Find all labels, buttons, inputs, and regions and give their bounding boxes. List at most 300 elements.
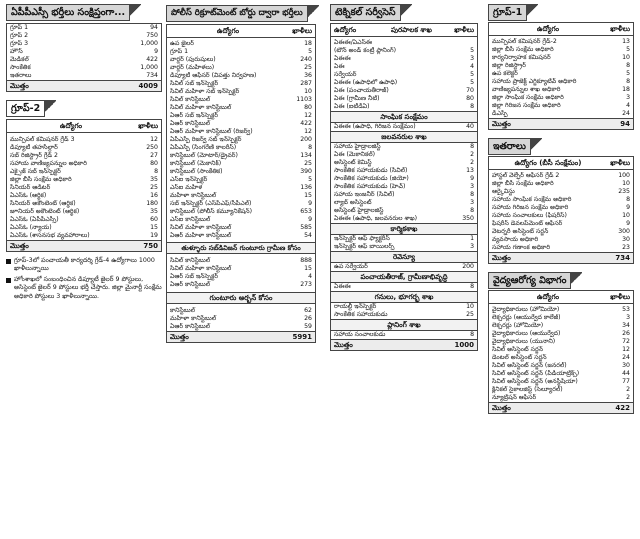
column-header-vacancies: ఖాళీలు (138, 122, 158, 130)
row-vacancy-count: 4 (308, 273, 312, 280)
row-post-name: ఏఈ (334, 63, 345, 70)
row-post-name: ఏఈ (ఐటీడీఏ) (334, 103, 370, 110)
row-post-name: సీనియర్ అకౌంటెంట్ (ఆర్థిక) (10, 200, 76, 207)
row-vacancy-count: 8 (470, 331, 474, 338)
row-post-name: కానిస్టేబుల్ (170, 307, 196, 314)
row-vacancy-count: 250 (146, 144, 158, 151)
row-post-name: జిల్లా గిరిజన సంక్షేమ అధికారి (492, 102, 561, 109)
row-vacancy-count: 26 (304, 315, 312, 322)
table-row (167, 80, 315, 88)
table-row (331, 103, 477, 111)
row-post-name: సివిల్ మహిళా కానిస్టేబుల్ (170, 104, 232, 111)
note-2 (6, 276, 162, 301)
row-post-name: వాణిజ్యపన్నుల శాఖ అధికారి (492, 86, 561, 93)
technical-header: టెక్నికల్ సర్వీసెస్ (330, 4, 401, 21)
total-label: మొత్తం (492, 404, 511, 412)
total-label: మొత్తం (334, 341, 353, 349)
summary-total-row (7, 80, 161, 91)
row-vacancy-count: 23 (622, 244, 630, 251)
row-vacancy-count: 44 (622, 370, 630, 377)
table-row (489, 86, 633, 94)
table-row (331, 79, 477, 87)
table-row (167, 72, 315, 80)
subsection-tulluru: తుళ్ళూరు సబ్‌డివిజన్ గుంటూరు గ్రామీణ కోసం (167, 242, 315, 254)
row-vacancy-count: 3 (470, 183, 474, 190)
bullet-square-icon (6, 259, 11, 264)
row-post-name: డెంటల్ అసిస్టెంట్ సర్జన్ (492, 354, 547, 361)
table-row (331, 183, 477, 191)
row-vacancy-count: 13 (622, 38, 630, 45)
table-row (489, 196, 633, 204)
row-vacancy-count: 94 (150, 24, 158, 31)
subsection-labour: కార్మికశాఖ (331, 223, 477, 235)
row-post-name: ఏఈ (మెకానికల్) (334, 151, 376, 158)
row-post-name: లెక్చరర్లు (హోమియో) (492, 322, 544, 329)
row-post-name: సహాయ హైడ్రాలజిస్ట్ (334, 143, 381, 150)
row-vacancy-count: 30 (622, 236, 630, 243)
row-post-name: జిల్లా బీసీ సంక్షేమ అధికారి (492, 46, 554, 53)
group2-table (6, 119, 162, 252)
row-post-name: ఎస్‌ఐ మహిళ (170, 184, 203, 191)
row-post-name: ఏఈఈ (334, 55, 351, 62)
row-vacancy-count: 200 (462, 263, 474, 270)
table-row (7, 64, 161, 72)
table-row (167, 281, 315, 289)
row-post-name: కార్యనిర్వాహక కమిషనర్ (492, 54, 551, 61)
row-post-name: సబ్ ఇన్‌స్పెక్టర్ (ఎస్‌పీఎఫ్/సీపీఎల్) (170, 200, 252, 207)
row-post-name: వార్డర్ (మహిళలు) (170, 64, 215, 71)
row-vacancy-count (448, 39, 474, 47)
row-post-name: ఏఈఈ/ఏఎస్ఈ (334, 39, 373, 46)
column-header-post: ఉద్యోగం (536, 293, 560, 301)
note-1 (6, 257, 162, 274)
total-value: 734 (615, 254, 630, 262)
group2-table-header (7, 120, 161, 133)
row-vacancy-count: 13 (466, 167, 474, 174)
table-row (7, 72, 161, 80)
column-police (166, 0, 316, 343)
row-post-name: అసిస్టెంట్ కెమిస్ట్ (334, 159, 372, 166)
row-post-name: సాంకేతిక సహాయకుడు (334, 311, 388, 318)
row-post-name: ఏపీఎస్పీ రిజర్వ్ సబ్ ఇన్‌స్పెక్టర్ (170, 136, 242, 143)
table-row (489, 62, 633, 70)
table-row (489, 394, 633, 402)
table-row (167, 273, 315, 281)
subsection-planning: ప్లానింగ్ శాఖ (331, 319, 477, 331)
row-vacancy-count: 35 (150, 176, 158, 183)
table-row (167, 168, 315, 176)
row-vacancy-count: 750 (146, 32, 158, 39)
row-post-name: ఏఆర్ మహిళా కానిస్టేబుల్ (రిజర్వ్) (170, 128, 253, 135)
column-header-vacancies: ఖాళీలు (610, 159, 630, 167)
table-row (489, 70, 633, 78)
bullet-square-icon (6, 278, 11, 283)
row-vacancy-count: 10 (304, 88, 312, 95)
row-vacancy-count: 24 (622, 110, 630, 117)
row-vacancy-count: 390 (300, 168, 312, 175)
table-row (489, 228, 633, 236)
row-post-name: లెక్చరర్లు (ఆయుర్వేద కాలేజీ) (492, 314, 561, 321)
row-vacancy-count: 15 (150, 224, 158, 231)
row-vacancy-count: 5 (470, 47, 474, 54)
column-header-post: ఉద్యోగం (216, 27, 240, 35)
row-vacancy-count: 54 (304, 232, 312, 239)
table-row (167, 160, 315, 168)
table-row (489, 172, 633, 180)
table-row (489, 338, 633, 346)
table-row (331, 95, 477, 103)
table-row (331, 175, 477, 183)
table-row (331, 235, 477, 243)
table-row (167, 48, 315, 56)
row-post-name: వైద్యాధికారులు (ఆయుర్వేద) (492, 330, 561, 337)
subsection-mines: గనులు, భూగర్భ శాఖ (331, 291, 477, 303)
row-vacancy-count: 9 (626, 220, 630, 227)
table-row (489, 46, 633, 54)
row-post-name: ఏఈఈ (ఉపాధి, గిరిజన సంక్షేమం) (334, 123, 416, 130)
group2-total-row (7, 240, 161, 251)
row-post-name: సివిల్ మహిళా సబ్ ఇన్‌స్పెక్టర్ (170, 88, 240, 95)
row-vacancy-count: 18 (622, 86, 630, 93)
row-post-name: జిల్లా బీసీ సంక్షేమ అధికారి (10, 176, 72, 183)
police-header: పోలీస్ రిక్రూట్‌మెంట్ బోర్డు ద్వారా భర్తీలు (166, 5, 308, 22)
row-post-name: సాంకేతిక సహాయకుడు (హెచ్) (334, 183, 406, 190)
row-vacancy-count: 77 (622, 378, 630, 385)
table-row (489, 322, 633, 330)
row-post-name: సివిల్ మహిళా కానిస్టేబుల్ (170, 265, 232, 272)
row-vacancy-count: 12 (622, 346, 630, 353)
table-row (331, 303, 477, 311)
table-row (167, 128, 315, 136)
table-row (167, 96, 315, 104)
row-vacancy-count: 9 (308, 200, 312, 207)
table-row (7, 56, 161, 64)
table-row (331, 191, 477, 199)
total-value: 94 (620, 120, 630, 128)
table-row (167, 120, 315, 128)
row-vacancy-count: 8 (470, 191, 474, 198)
table-row (167, 200, 315, 208)
row-post-name: సివిల్ సబ్ ఇన్‌స్పెక్టర్ (170, 80, 219, 87)
row-vacancy-count: 72 (622, 338, 630, 345)
others-table-header (489, 157, 633, 170)
row-post-name: సహాయ వాణిజ్యపన్నుల అధికారి (10, 160, 87, 167)
row-post-name: కానిస్టేబుల్ (మోటార్/డ్రైవర్) (170, 152, 238, 159)
note-text: గ్రూప్-3లో పంచాయతీ కార్యదర్శి గ్రేడ్-4 ఉద్యోగాలు 1000 ఖాళీలున్నాయి (14, 257, 155, 273)
row-vacancy-count: 26 (622, 330, 630, 337)
table-row (7, 24, 161, 32)
subsection-revenue: రెవెన్యూ (331, 251, 477, 263)
row-post-name: సహాయ సంచాలకులు (ఫిషరీస్) (492, 212, 567, 219)
table-row (7, 40, 161, 48)
table-row (167, 56, 315, 64)
row-vacancy-count: 287 (300, 80, 312, 87)
medical-table (488, 290, 634, 414)
row-vacancy-count: 30 (622, 362, 630, 369)
table-row (7, 48, 161, 56)
row-post-name: ఇతరాలు (10, 72, 32, 79)
row-vacancy-count: 5 (308, 176, 312, 183)
row-post-name: ఇన్‌స్పెక్టర్ ఆఫ్ ఫ్యాక్టరీస్ (334, 235, 390, 242)
row-post-name: సాంకేతిక సహాయకుడు (సివిల్) (334, 167, 408, 174)
row-post-name: ఇన్‌స్పెక్టర్ ఆఫ్ బాయిలర్స్ (334, 243, 395, 250)
row-vacancy-count: 1,000 (140, 64, 158, 71)
police-table-header (167, 25, 315, 38)
row-post-name: సహాయ సాంఘిక సంక్షేమ అధికారి (492, 196, 572, 203)
column-header-vacancies: ఖాళీలు (610, 25, 630, 33)
row-post-name: ఏఆర్ సబ్ ఇన్‌స్పెక్టర్ (170, 273, 219, 280)
total-label: మొత్తం (492, 120, 511, 128)
row-post-name: గ్రూప్ 3 (10, 40, 29, 47)
group1-table (488, 22, 634, 130)
group1-total-row (489, 118, 633, 129)
total-label: మొత్తం (10, 82, 29, 90)
row-vacancy-count: 8 (626, 196, 630, 203)
table-row (489, 330, 633, 338)
police-total-row (167, 331, 315, 342)
technical-total-row (331, 339, 477, 350)
column-header-vacancies: ఖాళీలు (454, 26, 474, 34)
table-row (489, 204, 633, 212)
row-vacancy-count: 2 (626, 386, 630, 393)
table-row (167, 88, 315, 96)
table-row (331, 71, 477, 79)
column-summary (6, 0, 162, 301)
table-row (331, 243, 477, 251)
row-post-name: మెడికల్ (10, 56, 29, 63)
row-vacancy-count: 25 (304, 64, 312, 71)
total-label: మొత్తం (492, 254, 511, 262)
row-vacancy-count: 19 (150, 232, 158, 239)
total-label: మొత్తం (10, 242, 29, 250)
table-row (167, 208, 315, 216)
row-post-name: సివిల్ అసిస్టెంట్ సర్జన్ (జనరల్) (492, 362, 567, 369)
row-vacancy-count: 8 (470, 103, 474, 110)
row-vacancy-count: 15 (304, 265, 312, 272)
table-row (489, 188, 633, 196)
row-vacancy-count: 25 (150, 184, 158, 191)
table-row (331, 167, 477, 175)
row-vacancy-count: 35 (150, 208, 158, 215)
table-row (489, 244, 633, 252)
row-vacancy-count: 70 (466, 87, 474, 94)
row-post-name: రాయల్టీ ఇన్‌స్పెక్టర్ (334, 303, 377, 310)
row-vacancy-count: 300 (618, 228, 630, 235)
table-row (7, 232, 161, 240)
row-post-name: ఫిషరీస్ డెవలప్‌మెంట్ ఆఫీసర్ (492, 220, 563, 227)
row-post-name: ఏఆర్ సబ్ ఇన్‌స్పెక్టర్ (170, 112, 219, 119)
row-vacancy-count: 24 (622, 354, 630, 361)
row-vacancy-count: 1 (470, 235, 474, 242)
row-post-name: సబ్ రిజిస్ట్రార్ గ్రేడ్ 2 (10, 152, 58, 159)
table-row (331, 263, 477, 271)
table-row (489, 306, 633, 314)
row-post-name: గ్రూప్ 2 (10, 32, 29, 39)
row-post-name: డీఎస్పీ (492, 110, 508, 117)
row-vacancy-count: 1,000 (140, 40, 158, 47)
column-header-post: ఉద్యోగం (బీసీ సంక్షేమం) (514, 159, 582, 167)
row-post-name: ఏఈఈ (334, 283, 351, 290)
row-vacancy-count: 200 (300, 136, 312, 143)
row-post-name: ఏఈఈ (ఉపాధి, జలవనరుల శాఖ) (334, 215, 418, 222)
row-vacancy-count: 16 (150, 192, 158, 199)
table-row (167, 224, 315, 232)
table-row (489, 110, 633, 118)
row-post-name: జూనియర్ అకౌంటెంట్ (ఆర్థిక) (10, 208, 80, 215)
column-header-vacancies: ఖాళీలు (610, 293, 630, 301)
table-row (331, 215, 477, 223)
group1-table-header (489, 23, 633, 36)
table-row (489, 386, 633, 394)
table-row (7, 136, 161, 144)
row-vacancy-count: 350 (462, 215, 474, 222)
table-row (331, 311, 477, 319)
column-header-dept: పురపాలక శాఖ (391, 26, 432, 34)
table-row (7, 144, 161, 152)
row-post-name: ఏఆర్ కానిస్టేబుల్ (170, 120, 211, 127)
row-vacancy-count: 8 (154, 168, 158, 175)
table-row (331, 63, 477, 71)
row-vacancy-count: 422 (146, 56, 158, 63)
table-row (167, 257, 315, 265)
row-post-name: గ్రూప్ 1 (170, 48, 189, 55)
row-vacancy-count: 9 (154, 48, 158, 55)
table-row (7, 160, 161, 168)
row-vacancy-count: 3 (470, 199, 474, 206)
row-vacancy-count: 9 (626, 204, 630, 211)
row-vacancy-count: 12 (304, 128, 312, 135)
table-row (7, 224, 161, 232)
row-post-name: ఉప కలెక్టర్ (492, 70, 518, 77)
table-row (7, 184, 161, 192)
row-vacancy-count: 585 (300, 224, 312, 231)
table-row (167, 184, 315, 192)
row-post-name: మహిళా కానిస్టేబుల్ (170, 192, 217, 199)
row-post-name: మున్సిపల్ కమిషనర్ గ్రేడ్-2 (492, 38, 557, 45)
row-vacancy-count: 10 (622, 180, 630, 187)
row-post-name: సాంకేతిక (10, 64, 31, 71)
row-vacancy-count: 10 (622, 54, 630, 61)
table-row (331, 39, 477, 47)
row-vacancy-count: 40 (466, 123, 474, 130)
table-row (331, 331, 477, 339)
row-post-name: ఎక్సైజ్ సబ్ ఇన్‌స్పెక్టర్ (10, 168, 61, 175)
row-post-name: సివిల్ అసిస్టెంట్ సర్జన్ (పీడియాట్రిక్స్) (492, 370, 580, 377)
summary-table (6, 23, 162, 92)
row-vacancy-count: 240 (300, 56, 312, 63)
row-vacancy-count: 8 (626, 62, 630, 69)
row-post-name: ఏఎస్‌ఓ (శాసనసభ వ్యవహారాలు) (10, 232, 90, 239)
row-post-name: కానిస్టేబుల్ (పోలీస్ కమ్యూనికేషన్) (170, 208, 253, 215)
row-vacancy-count: 180 (146, 200, 158, 207)
row-post-name: ఏఈఈ (ఉపాధిలో ఉపాధి) (334, 79, 398, 86)
total-value: 4009 (138, 82, 158, 90)
row-post-name: డిప్యూటీ తహసీల్దార్ (10, 144, 58, 151)
row-vacancy-count: 80 (304, 104, 312, 111)
row-vacancy-count: 62 (304, 307, 312, 314)
table-row (167, 104, 315, 112)
row-post-name: ఏఎస్‌ఓ (న్యాయ) (10, 224, 52, 231)
row-post-name: వైద్యాధికారులు (యునాని) (492, 338, 556, 345)
table-row (167, 216, 315, 224)
row-vacancy-count: 80 (466, 95, 474, 102)
table-row (331, 87, 477, 95)
row-vacancy-count: 3 (626, 314, 630, 321)
table-row (489, 78, 633, 86)
row-post-name: గ్రూప్ 1 (10, 24, 29, 31)
subsection-social-welfare: సాంఘిక సంక్షేమం (331, 111, 477, 123)
table-row (489, 54, 633, 62)
row-post-name: మున్సిపల్ కమిషనర్ గ్రేడ్ 3 (10, 136, 75, 143)
row-vacancy-count: 4 (470, 63, 474, 70)
table-row (167, 315, 315, 323)
table-row (331, 207, 477, 215)
row-vacancy-count: 34 (622, 322, 630, 329)
row-vacancy-count: 25 (466, 311, 474, 318)
row-vacancy-count: 9 (308, 216, 312, 223)
row-vacancy-count: 734 (146, 72, 158, 79)
table-row (331, 123, 477, 131)
row-post-name: కానిస్టేబుల్ (మెకానిక్) (170, 160, 222, 167)
note-text: హోంశాఖలో సంబంధించిన డిప్యూటీ జైలర్ 9 పోస్టులు, అసిస్టెంట్ జైలర్ 9 పోస్టులు భర్తీ చేస్తారు. జిల్లా మైనార్టీ సంక్షేమ అధికారి పోస్టులు 3 ఖాళీలున్నాయి. (14, 275, 162, 300)
column-header-post: ఉద్యోగం (334, 26, 357, 34)
row-post-name: జిల్లా సాంఘిక సంక్షేమ అధికారి (492, 94, 564, 101)
row-vacancy-count: 136 (300, 184, 312, 191)
others-header: ఇతరాలు (488, 138, 531, 155)
row-post-name: ఏఎస్‌ఓ (ఆర్థిక) (10, 192, 47, 199)
table-row (167, 232, 315, 240)
row-post-name: వెటర్నరీ అసిస్టెంట్ సర్జన్ (492, 228, 549, 235)
row-vacancy-count: 5 (470, 79, 474, 86)
table-row (7, 200, 161, 208)
medical-table-header (489, 291, 633, 304)
row-post-name: ఏఈ (పంచాయతీరాజ్) (334, 87, 389, 94)
table-row (167, 307, 315, 315)
column-header-post: ఉద్యోగం (536, 25, 560, 33)
row-vacancy-count: 2 (470, 151, 474, 158)
row-post-name: అసిస్టెంట్ హైడ్రాలజిస్ట్ (334, 207, 384, 214)
total-label: మొత్తం (170, 333, 189, 341)
row-post-name: సివిల్ అసిస్టెంట్ సర్జన్ (అనస్థీషియా) (492, 378, 578, 385)
total-value: 422 (615, 404, 630, 412)
row-post-name: ఆర్కైవిస్టు (492, 188, 515, 195)
table-row (331, 159, 477, 167)
row-post-name: ఎస్‌ఐ ఇన్‌స్పెక్టర్ (170, 176, 208, 183)
row-vacancy-count: 15 (304, 192, 312, 199)
row-vacancy-count: 653 (300, 208, 312, 215)
table-row (331, 151, 477, 159)
row-vacancy-count: 5 (626, 70, 630, 77)
row-post-name: సాంకేతిక సహాయకుడు (జియో) (334, 175, 409, 182)
row-post-name: ఏఆర్ కానిస్టేబుల్ (170, 281, 211, 288)
row-post-name: ఏఆర్ కానిస్టేబుల్ (170, 323, 211, 330)
table-row (331, 47, 477, 55)
table-row (489, 102, 633, 110)
row-vacancy-count: 8 (626, 78, 630, 85)
row-vacancy-count: 10 (466, 303, 474, 310)
row-post-name: ఎస్‌ఐ కానిస్టేబుల్ (170, 216, 211, 223)
summary-header: ఏపీపీఎస్సీ భర్తీలు సంక్షిప్తంగా... (6, 4, 130, 21)
row-vacancy-count: 12 (304, 112, 312, 119)
row-post-name: క్లినికల్ సైకాలజిస్ట్ (సెల్యూరల్) (492, 386, 563, 393)
medical-total-row (489, 402, 633, 413)
total-value: 5991 (292, 333, 312, 341)
group1-header: గ్రూప్-1 (488, 4, 527, 21)
table-row (489, 346, 633, 354)
table-row (7, 176, 161, 184)
row-vacancy-count: 5 (626, 46, 630, 53)
row-vacancy-count: 9 (470, 175, 474, 182)
